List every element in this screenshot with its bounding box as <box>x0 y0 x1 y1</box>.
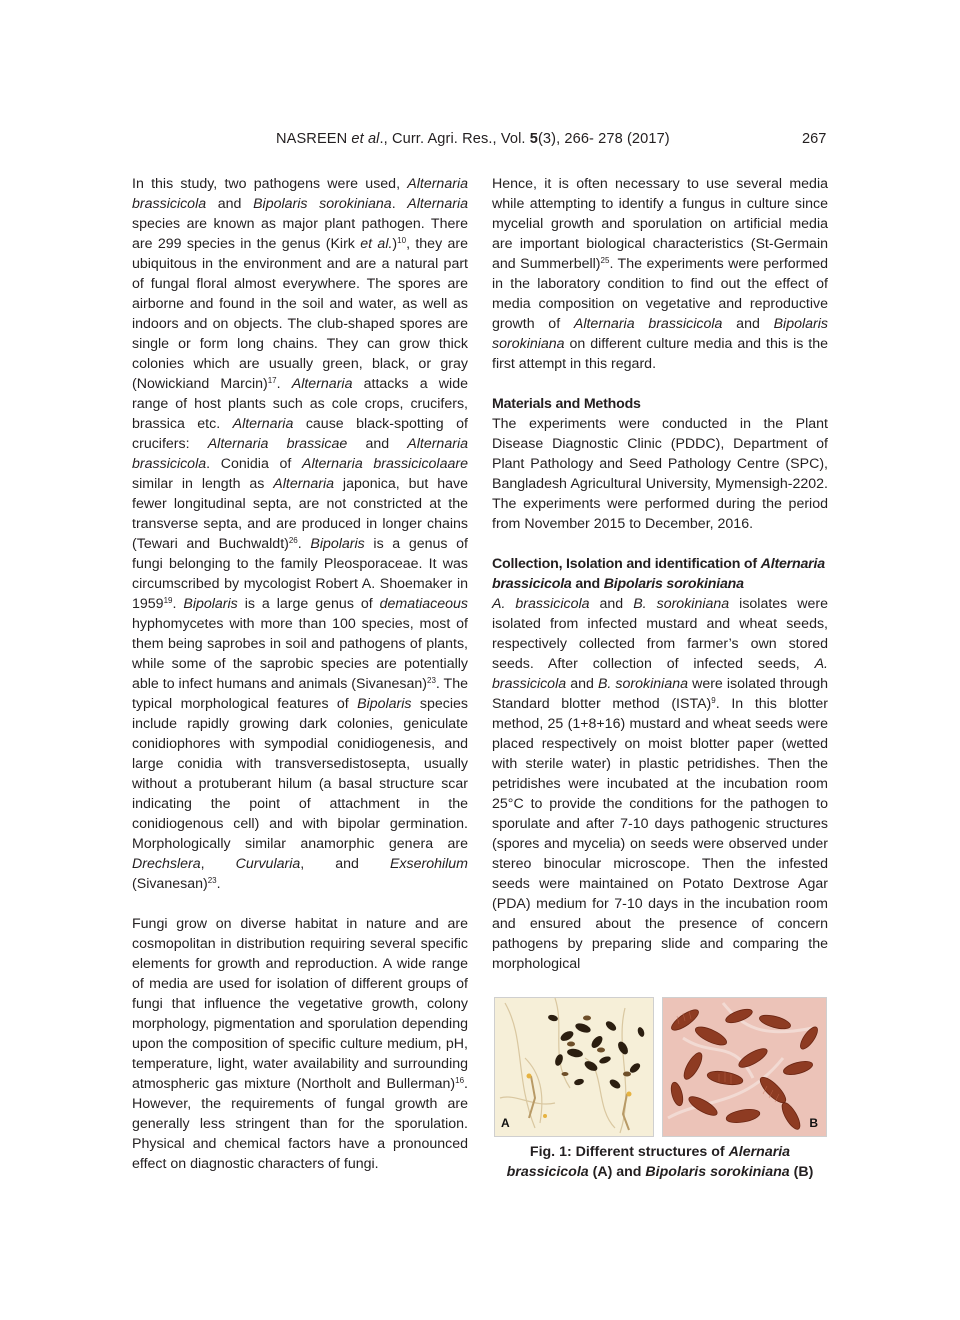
italic-term: Alternaria <box>291 376 353 392</box>
running-header <box>0 131 960 151</box>
text-run: , they are ubiquitous in the environment and are a natural part of fungal floral almost everywhere. The spores are airborne and found in the soil and water, as well as indoors and on objects. The club-shaped spores are single or form long chains. They can grow thick colonies which are usually green, black, or gray (Nowickiand Marcin) <box>132 236 469 392</box>
section-heading <box>492 394 828 414</box>
italic-term: Alternaria brassicae <box>207 436 348 452</box>
paragraph <box>132 174 468 894</box>
italic-term: Alternaria <box>407 196 468 212</box>
citation-ref: 19 <box>163 596 173 605</box>
micrograph-b <box>662 997 827 1137</box>
text-run: . <box>216 876 221 892</box>
text-run: In this study, two pathogens were used, <box>132 176 408 192</box>
italic-term: dematiaceous <box>379 596 468 612</box>
text-run: is a genus of fungi belonging to the family Pleosporaceae. It was circumscribed by mycologist Robert A. Shoemaker in 1959 <box>132 536 468 612</box>
bipolaris-micrograph <box>663 998 826 1136</box>
page-number: 267 <box>802 131 827 147</box>
text-run: . <box>172 596 184 612</box>
journal-citation <box>276 131 670 147</box>
caption-species-b: Bipolaris sorokiniana <box>645 1164 790 1180</box>
text-run: . In this blotter method, 25 (1+8+16) mustard and wheat seeds were placed respectively on moist blotter paper (wetted with sterile water) in plastic petridishes. Then the petridishes were incubated at the incubation room 25°C to provide the conditions for the pathogen to sporulate and after 7-10 days pathogenic structures (spores and mycelia) on seeds were observed under stereo binocular microscope. Then the infested seeds were maintained on Potato Dextrose Agar (PDA) medium for 7-10 days in the incubation room and ensured about the presence of concern pathogens by preparing slide and comparing the morphological <box>492 696 828 972</box>
text-run: japonica, but have fewer longitudinal septa, are not constricted at the transverse septa, and are produced in longer chains (Tewari and Buchwaldt) <box>132 476 468 552</box>
micrograph-a <box>494 997 654 1137</box>
text-run: Hence, it is often necessary to use several media while attempting to identify a fungus in culture since mycelial growth and sporulation on artificial media are important biological characteristics (St-Germain and Summerbell) <box>492 176 828 272</box>
italic-term: Bipolaris <box>183 596 238 612</box>
italic-term: Bipolaris sorokiniana <box>603 576 744 592</box>
italic-term: Alternaria <box>273 476 335 492</box>
text-run: . The experiments were performed in the laboratory condition to find out the effect of media composition on vegetative and reproductive growth of <box>492 256 829 332</box>
citation-ref: 9 <box>711 696 716 705</box>
issue-pages: (3), 266- 278 (2017) <box>537 131 670 147</box>
italic-term: Drechslera <box>132 856 201 872</box>
author-name: NASREEN <box>276 131 352 147</box>
citation-ref: 23 <box>207 876 217 885</box>
italic-term: Alternaria brassicicola <box>132 436 468 472</box>
text-run: . <box>391 196 408 212</box>
italic-term: Alternaria brassicicola <box>132 176 468 212</box>
text-run: . <box>276 376 292 392</box>
italic-term: Bipolaris sorokiniana <box>492 316 828 352</box>
paragraph <box>132 914 468 1174</box>
italic-term: B. sorokiniana <box>633 596 730 612</box>
paragraph <box>492 414 828 534</box>
text-run: species include rapidly growing dark colonies, geniculate conidiophores with sympodial conidiogenesis, and large conidia with transversedistosepta, usually without a protuberant hilum (a basal structure scar indicating the point of attachment in the conidiogenous cell) and with bipolar germination. Morphologically similar anamorphic genera are <box>132 696 469 852</box>
text-run: and <box>566 676 598 692</box>
italic-term: et al. <box>360 236 393 252</box>
text-run: and <box>722 316 774 332</box>
journal-name: ., Curr. Agri. Res., Vol. <box>379 131 530 147</box>
citation-ref: 17 <box>267 376 277 385</box>
citation-ref: 26 <box>288 536 298 545</box>
text-run: attacks a wide range of host plants such as cole crops, crucifers, brassica etc. <box>132 376 468 432</box>
paragraph <box>492 174 828 374</box>
caption-text: (B) <box>789 1164 814 1180</box>
italic-term: Alternaria brassicicola <box>573 316 723 332</box>
citation-ref: 23 <box>427 676 436 685</box>
text-run: species are known as major plant pathogen. There are 299 species in the genus (Kirk <box>132 216 468 252</box>
text-run: and <box>571 576 604 592</box>
text-run: hyphomycetes with more than 100 species, most of them being saprobes in soil and pathogens of plants, while some of the saprobic species are potentially able to infect humans and animals (Sivanesan) <box>132 616 468 692</box>
subsection-heading <box>492 554 828 594</box>
italic-term: Bipolaris <box>357 696 412 712</box>
citation-ref: 25 <box>600 256 610 265</box>
text-run: (Sivanesan) <box>132 876 208 892</box>
panel-label-a: A <box>501 1116 510 1130</box>
caption-text: Fig. 1: Different structures of <box>529 1144 729 1160</box>
italic-term: Exserohilum <box>389 856 468 872</box>
citation-ref: 16 <box>455 1076 465 1085</box>
text-run: cause black-spotting of crucifers: <box>132 416 468 452</box>
text-run: , and <box>300 856 390 872</box>
paragraph <box>492 594 828 974</box>
citation-ref: 10 <box>397 236 407 245</box>
text-run: on different culture media and this is the first attempt in this regard. <box>492 336 828 372</box>
volume-number: 5 <box>529 131 538 147</box>
text-run: . Conidia of <box>206 456 302 472</box>
text-run: . However, the requirements of fungal growth are generally less stringent than for the sporulation. Physical and chemical factors have a pronounced effect on diagnostic characters of fungi. <box>132 1076 468 1172</box>
text-run: The experiments were conducted in the Plant Disease Diagnostic Clinic (PDDC), Department of Plant Pathology and Seed Pathology Centre (SPC), Bangladesh Agricultural University, Mymensigh-2202. The experiments were performed during the period from November 2015 to December, 2016. <box>492 416 828 532</box>
caption-text: (A) and <box>588 1164 646 1180</box>
italic-term: B. sorokiniana <box>597 676 688 692</box>
alternaria-micrograph <box>495 998 653 1136</box>
text-run: . <box>297 536 311 552</box>
text-run: Materials and Methods <box>492 396 641 412</box>
text-run: isolates were isolated from infected mustard and wheat seeds, respectively collected from farmer’s own stored seeds. After collection of infected seeds, <box>492 596 829 672</box>
text-run: Fungi grow on diverse habitat in nature and are cosmopolitan in distribution requiring several specific elements for growth and reproduction. A wide range of media are used for isolation of different groups of fungi that influence the vegetative growth, colony morphology, pigmentation and sporulation depending upon the composition of specific culture medium, pH, temperature, light, water availability and surrounding atmospheric gas mixture (Northolt and Bullerman) <box>132 916 468 1092</box>
text-run: were isolated through Standard blotter method (ISTA) <box>492 676 828 712</box>
text-run: and <box>589 596 634 612</box>
italic-term: Alternaria brassicicolaare <box>301 456 468 472</box>
text-run: . The typical morphological features of <box>132 676 469 712</box>
italic-term: Curvularia <box>235 856 301 872</box>
et-al: et al <box>351 131 380 147</box>
panel-label-b: B <box>809 1116 818 1130</box>
text-run: Collection, Isolation and identification of <box>492 556 761 572</box>
text-run: , <box>200 856 236 872</box>
italic-term: Alternaria brassicicola <box>492 556 825 592</box>
caption-species-a: Alernaria brassicicola <box>506 1144 791 1180</box>
text-run: and <box>206 196 254 212</box>
text-run: and <box>347 436 408 452</box>
italic-term: Bipolaris sorokiniana <box>253 196 392 212</box>
figure-1 <box>494 997 827 1137</box>
figure-caption <box>492 1142 828 1182</box>
italic-term: Alternaria <box>232 416 294 432</box>
text-run: ) <box>392 236 398 252</box>
text-run: similar in length as <box>132 476 274 492</box>
text-run: is a large genus of <box>237 596 380 612</box>
italic-term: A. brassicicola <box>492 656 828 692</box>
left-column <box>132 174 468 1174</box>
italic-term: Bipolaris <box>310 536 365 552</box>
italic-term: A. brassicicola <box>492 596 590 612</box>
right-column <box>492 174 828 974</box>
